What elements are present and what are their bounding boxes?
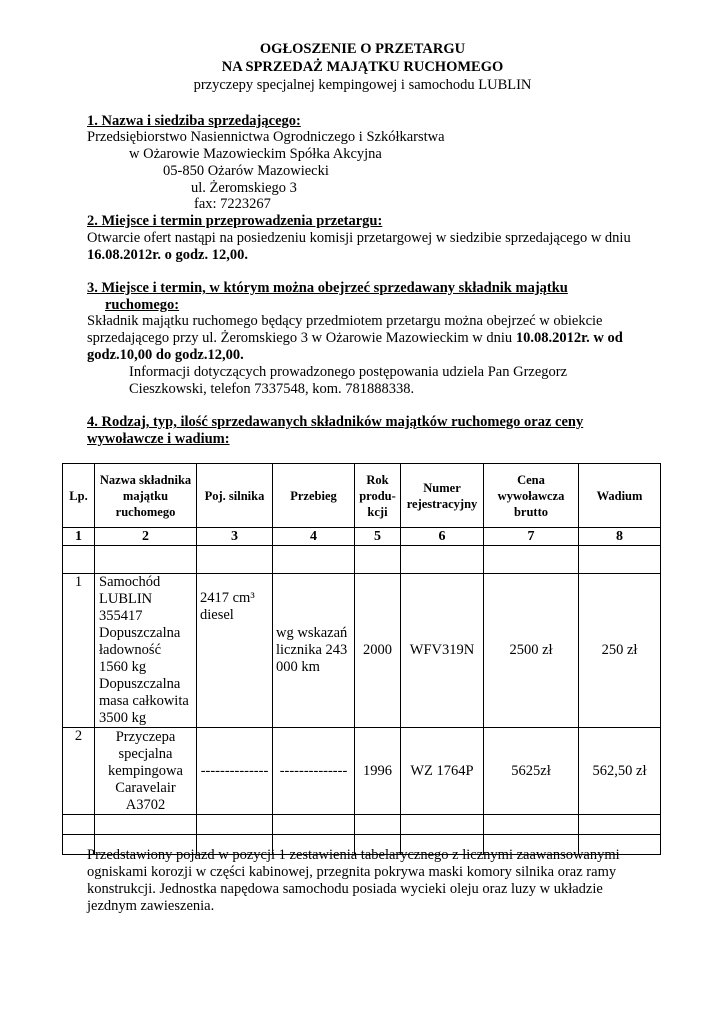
row-asset-name: Przyczepa specjalna kempingowa Caravelair A3702 xyxy=(95,728,197,815)
seller-street: ul. Żeromskiego 3 xyxy=(191,180,297,196)
section3-text-line1: Składnik majątku ruchomego będący przedmiotem przetargu można obejrzeć w obiekcie xyxy=(87,313,603,329)
section1-heading: 1. Nazwa i siedziba sprzedającego: xyxy=(87,113,301,129)
header-year: Rok produ-kcji xyxy=(355,464,401,528)
header-deposit: Wadium xyxy=(579,464,661,528)
column-number: 4 xyxy=(273,528,355,546)
footer-text-line3: konstrukcji. Jednostka napędowa samochodu posiada wycieki oleju oraz luzy w układzie xyxy=(87,881,603,897)
section3-contact-line2: Cieszkowski, telefon 7337548, kom. 781888338. xyxy=(129,381,415,397)
row-engine: 2417 cm³ diesel xyxy=(197,574,273,728)
document-title-line2: NA SPRZEDAŻ MAJĄTKU RUCHOMEGO xyxy=(221,59,504,75)
document-subtitle: przyczepy specjalnej kempingowej i samochodu LUBLIN xyxy=(193,77,532,93)
column-number: 2 xyxy=(95,528,197,546)
section3-text-line2 xyxy=(87,329,623,347)
row-lp: 1 xyxy=(63,574,95,728)
column-number: 1 xyxy=(63,528,95,546)
section3-heading-line2: ruchomego: xyxy=(105,297,180,313)
document-title-line1: OGŁOSZENIE O PRZETARGU xyxy=(259,41,466,57)
row-mileage: wg wskazań licznika 243 000 km xyxy=(273,574,355,728)
table-empty-row xyxy=(63,815,661,835)
header-engine: Poj. silnika xyxy=(197,464,273,528)
row-registration: WZ 1764P xyxy=(401,728,484,815)
row-deposit: 250 zł xyxy=(579,574,661,728)
section2-heading: 2. Miejsce i termin przeprowadzenia przetargu: xyxy=(87,213,383,229)
table-column-numbers-row xyxy=(63,528,661,546)
section2-text: Otwarcie ofert nastąpi na posiedzeniu komisji przetargowej w siedzibie sprzedającego w dniu xyxy=(87,230,631,246)
header-lp: Lp. xyxy=(63,464,95,528)
section4-heading-line2: wywoławcze i wadium: xyxy=(87,431,230,447)
section3-text-line2-regular: sprzedającego przy ul. Żeromskiego 3 w Ożarowie Mazowieckim w dniu xyxy=(87,330,516,346)
table-empty-row xyxy=(63,546,661,574)
column-number: 3 xyxy=(197,528,273,546)
table-header-row xyxy=(63,464,661,528)
header-mileage: Przebieg xyxy=(273,464,355,528)
row-year: 1996 xyxy=(355,728,401,815)
column-number: 6 xyxy=(401,528,484,546)
column-number: 7 xyxy=(484,528,579,546)
footer-text-line4: jezdnym zawieszenia. xyxy=(87,898,215,914)
row-price: 2500 zł xyxy=(484,574,579,728)
seller-name-line2: w Ożarowie Mazowieckim Spółka Akcyjna xyxy=(129,146,382,162)
row-registration: WFV319N xyxy=(401,574,484,728)
table-row xyxy=(63,574,661,728)
footer-text-line1: Przedstawiony pojazd w pozycji 1 zestawienia tabelarycznego z licznymi zaawansowanymi xyxy=(87,847,620,863)
row-price: 5625zł xyxy=(484,728,579,815)
row-year: 2000 xyxy=(355,574,401,728)
section4-heading-line1: 4. Rodzaj, typ, ilość sprzedawanych składników majątków ruchomego oraz ceny xyxy=(87,414,584,430)
header-name: Nazwa składnika majątku ruchomego xyxy=(95,464,197,528)
header-price: Cena wywoławcza brutto xyxy=(484,464,579,528)
column-number: 5 xyxy=(355,528,401,546)
table-row xyxy=(63,728,661,815)
row-deposit: 562,50 zł xyxy=(579,728,661,815)
row-engine: -------------- xyxy=(197,728,273,815)
section3-heading-line1: 3. Miejsce i termin, w którym można obejrzeć sprzedawany składnik majątku xyxy=(87,280,568,296)
footer-text-line2: ogniskami korozji w części kabinowej, przegnita pokrywa maski komory silnika oraz ramy xyxy=(87,864,617,880)
row-asset-name: Samochód LUBLIN 355417 Dopuszczalna ładowność 1560 kg Dopuszczalna masa całkowita 3500 kg xyxy=(95,574,197,728)
section2-date: 16.08.2012r. o godz. 12,00. xyxy=(87,247,248,263)
section3-contact-line1: Informacji dotyczących prowadzonego postępowania udziela Pan Grzegorz xyxy=(129,364,568,380)
section3-inspection-date: 10.08.2012r. w od xyxy=(515,330,623,346)
section3-inspection-hours: godz.10,00 do godz.12,00. xyxy=(87,347,244,363)
header-registration: Numer rejestracyjny xyxy=(401,464,484,528)
assets-table xyxy=(62,463,661,855)
column-number: 8 xyxy=(579,528,661,546)
seller-postal-city: 05-850 Ożarów Mazowiecki xyxy=(163,163,329,179)
row-mileage: -------------- xyxy=(273,728,355,815)
row-lp: 2 xyxy=(63,728,95,815)
seller-name-line1: Przedsiębiorstwo Nasiennictwa Ogrodniczego i Szkółkarstwa xyxy=(87,129,445,145)
seller-fax: fax: 7223267 xyxy=(194,196,271,212)
